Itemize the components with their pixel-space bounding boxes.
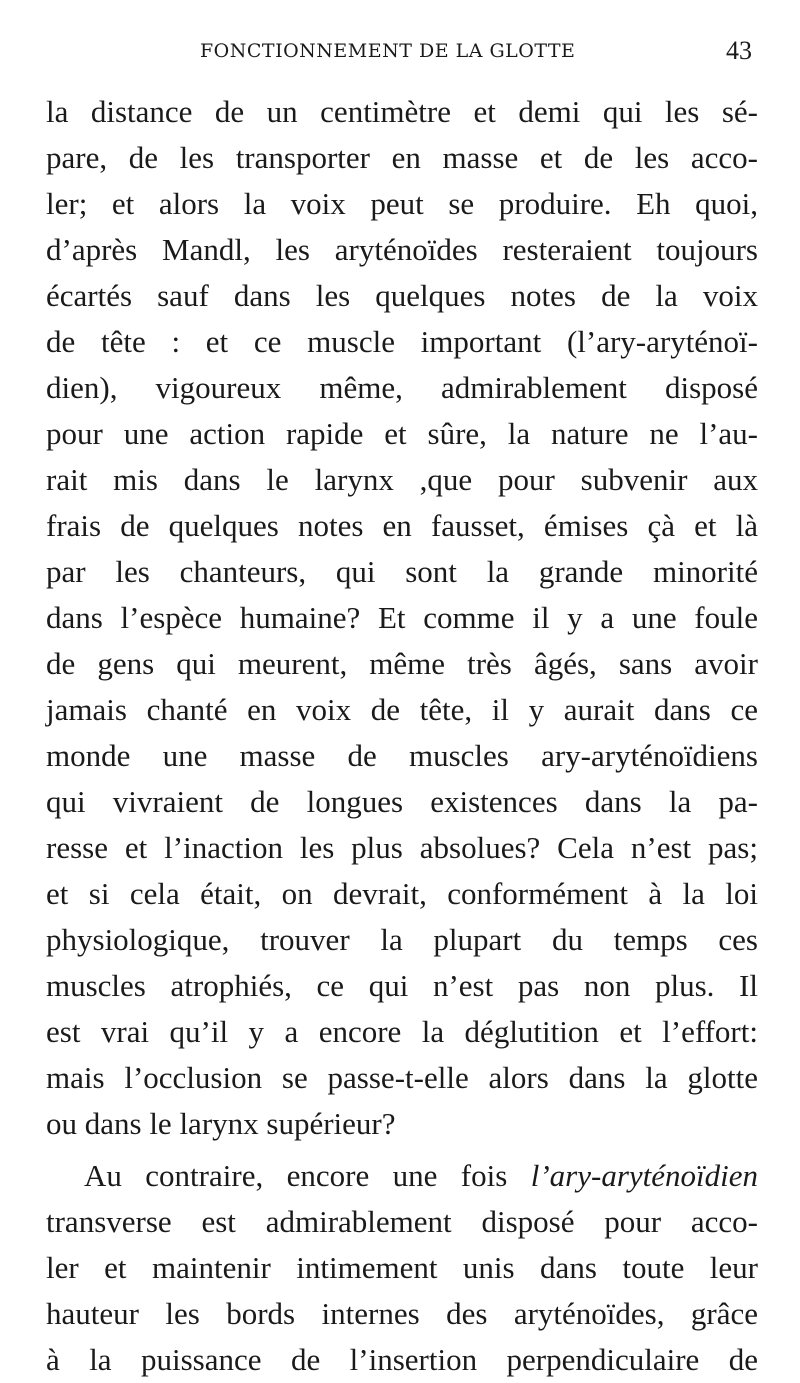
text-line: muscles atrophiés, ce qui n’est pas non plus. Il	[46, 968, 758, 1003]
text-line: frais de quelques notes en fausset, émises çà et là	[46, 508, 758, 543]
text-line: ler et maintenir intimement unis dans toute leur	[46, 1250, 758, 1285]
running-head	[0, 36, 800, 76]
text-line: rait mis dans le larynx ,que pour subvenir aux	[46, 462, 758, 497]
text-line: ler; et alors la voix peut se produire. Eh quoi,	[46, 186, 758, 221]
body-text	[46, 89, 758, 1383]
text-line: dien), vigoureux même, admirablement disposé	[46, 370, 758, 405]
text-line: écartés sauf dans les quelques notes de la voix	[46, 278, 758, 313]
text-line: pour une action rapide et sûre, la nature ne l’au-	[46, 416, 758, 451]
text-line: à la puissance de l’insertion perpendiculaire de	[46, 1342, 758, 1377]
text-line: par les chanteurs, qui sont la grande minorité	[46, 554, 758, 589]
text-line: monde une masse de muscles ary-aryténoïdiens	[46, 738, 758, 773]
text-line: dans l’espèce humaine? Et comme il y a une foule	[46, 600, 758, 635]
text-line: mais l’occlusion se passe-t-elle alors dans la glotte	[46, 1060, 758, 1095]
text-line: jamais chanté en voix de tête, il y aurait dans ce	[46, 692, 758, 727]
text-line	[46, 1153, 758, 1199]
paragraph-1	[46, 89, 758, 1147]
page-number: 43	[726, 36, 752, 65]
running-title: FONCTIONNEMENT DE LA GLOTTE	[200, 40, 576, 62]
text-line: est vrai qu’il y a encore la déglutition et l’effort:	[46, 1014, 758, 1049]
text-run: Au contraire, encore une fois	[84, 1158, 531, 1193]
text-line: physiologique, trouver la plupart du temps ces	[46, 922, 758, 957]
text-line: et si cela était, on devrait, conformément à la loi	[46, 876, 758, 911]
text-line: hauteur les bords internes des aryténoïdes, grâce	[46, 1296, 758, 1331]
italic-term: l’ary-aryténoïdien	[530, 1158, 758, 1193]
paragraph-2	[46, 1153, 758, 1383]
text-line: de gens qui meurent, même très âgés, sans avoir	[46, 646, 758, 681]
text-line: de tête : et ce muscle important (l’ary-aryténoï-	[46, 324, 758, 359]
text-line: transverse est admirablement disposé pour acco-	[46, 1204, 758, 1239]
text-line: resse et l’inaction les plus absolues? Cela n’est pas;	[46, 830, 758, 865]
text-line: la distance de un centimètre et demi qui les sé-	[46, 94, 758, 129]
text-line: pare, de les transporter en masse et de les acco-	[46, 140, 758, 175]
text-line: ou dans le larynx supérieur?	[46, 1106, 396, 1141]
text-line: d’après Mandl, les aryténoïdes resteraient toujours	[46, 232, 758, 267]
text-line: qui vivraient de longues existences dans la pa-	[46, 784, 758, 819]
